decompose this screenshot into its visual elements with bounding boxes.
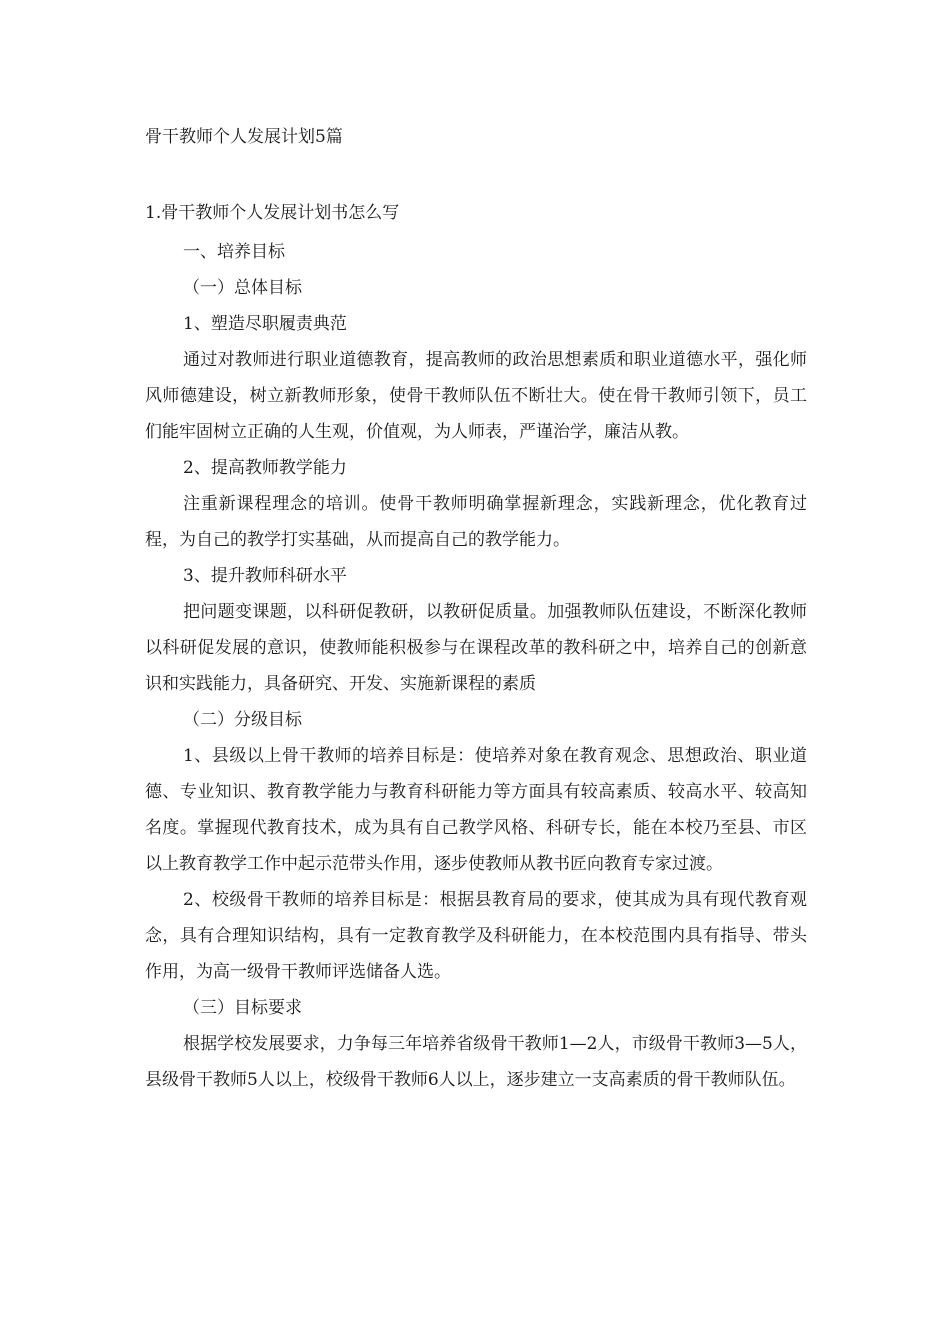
paragraph-ethics-education: 通过对教师进行职业道德教育，提高教师的政治思想素质和职业道德水平，强化师风师德建设，树立新教师形象，使骨干教师队伍不断壮大。使在骨干教师引领下，员工们能牢固树立正确的人生观，价值观，为人师表，严谨治学，廉洁从教。 xyxy=(145,350,807,442)
paragraph-research-promotion: 把问题变课题，以科研促教研，以教研促质量。加强教师队伍建设，不断深化教师以科研促发展的意识，使教师能积极参与在课程改革的教科研之中，培养自己的创新意识和实践能力，具备研究、开发、实施新课程的素质 xyxy=(145,602,807,694)
document-title: 骨干教师个人发展计划5篇 xyxy=(145,127,343,147)
heading-cultivation-goals: 一、培养目标 xyxy=(183,242,285,262)
paragraph-school-level-goals: 2、校级骨干教师的培养目标是：根据县教育局的要求，使其成为具有现代教育观念，具有合理知识结构，具有一定教育教学及科研能力，在本校范围内具有指导、带头作用，为高一级骨干教师评选储备人选。 xyxy=(145,890,807,982)
paragraph-goal-requirements: 根据学校发展要求，力争每三年培养省级骨干教师1—2人，市级骨干教师3—5人，县级骨干教师5人以上，校级骨干教师6人以上，逐步建立一支高素质的骨干教师队伍。 xyxy=(145,1034,807,1090)
paragraph-county-level-goals: 1、县级以上骨干教师的培养目标是：使培养对象在教育观念、思想政治、职业道德、专业知识、教育教学能力与教育科研能力等方面具有较高素质、较高水平、较高知名度。掌握现代教育技术，成为具有自己教学风格、科研专长，能在本校乃至县、市区以上教育教学工作中起示范带头作用，逐步使教师从教书匠向教育专家过渡。 xyxy=(145,746,807,874)
document-body xyxy=(145,234,807,1098)
heading-teaching-ability: 2、提高教师教学能力 xyxy=(183,458,347,478)
section-title: 1.骨干教师个人发展计划书怎么写 xyxy=(145,203,400,223)
heading-role-model: 1、塑造尽职履责典范 xyxy=(183,314,347,334)
heading-research-level: 3、提升教师科研水平 xyxy=(183,566,347,586)
heading-tiered-goals: （二）分级目标 xyxy=(183,710,302,730)
heading-goal-requirements: （三）目标要求 xyxy=(183,998,302,1018)
document-page xyxy=(145,0,807,1344)
heading-overall-goals: （一）总体目标 xyxy=(183,278,302,298)
paragraph-new-curriculum: 注重新课程理念的培训。使骨干教师明确掌握新理念，实践新理念，优化教育过程，为自己的教学打实基础，从而提高自己的教学能力。 xyxy=(145,494,807,550)
